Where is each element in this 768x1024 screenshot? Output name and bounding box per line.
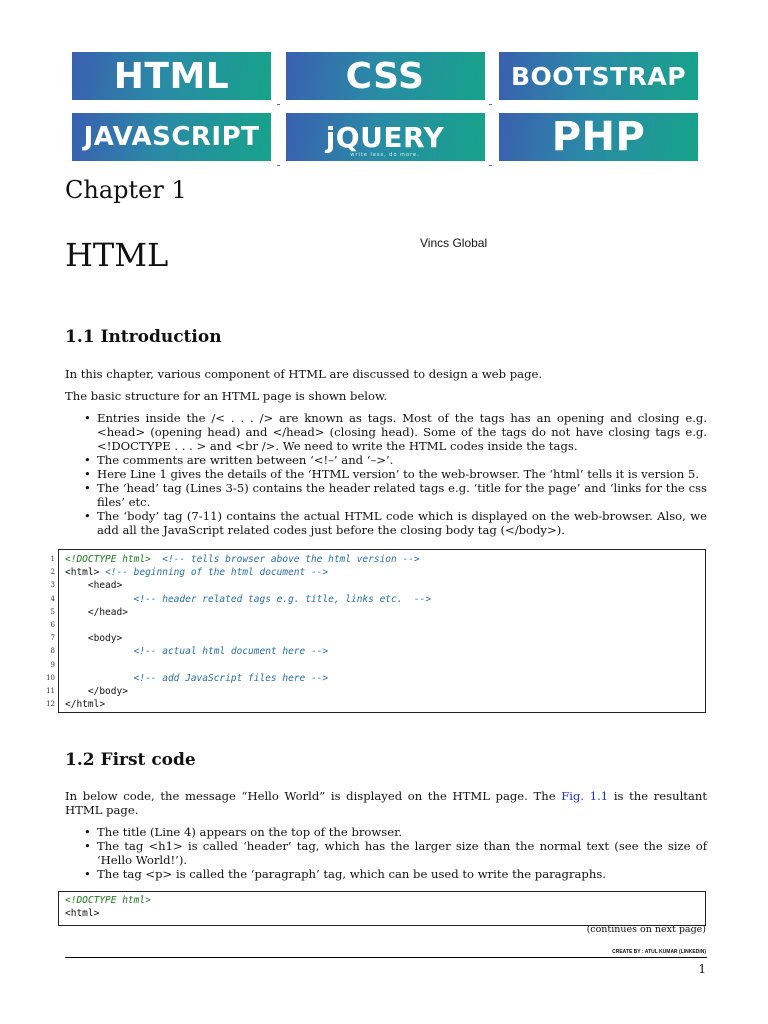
code-comment: <!-- add JavaScript files here --> <box>133 672 329 684</box>
code-text: <html> <box>65 567 106 579</box>
paragraph-text: In below code, the message “Hello World” is displayed on the HTML page. The <box>65 789 562 803</box>
author-name: Vincs Global <box>420 236 488 250</box>
list-item: • The tag <h1> is called ‘header’ tag, which has the larger size than the normal text (see the size of ‘Hello World!’). <box>80 839 707 867</box>
list-item: • The tag <p> is called the ‘paragraph’ tag, which can be used to write the paragraphs. <box>80 867 707 881</box>
code-block-structure <box>46 549 706 713</box>
credit-text: CREATE BY : ATUL KUMAR (LINKEDIN) <box>612 949 706 955</box>
line-number: 8 <box>50 647 55 656</box>
banner-label: CSS <box>345 55 425 97</box>
code-text <box>65 673 134 684</box>
banner-label: HTML <box>113 55 230 97</box>
first-code-paragraph <box>65 789 707 817</box>
code-doctype: <!DOCTYPE html> <box>65 554 151 565</box>
first-code-bullet-list <box>80 825 707 881</box>
code-line <box>50 619 705 632</box>
line-number: 1 <box>50 555 55 563</box>
section-heading-first-code <box>65 750 196 770</box>
line-number: 12 <box>46 700 55 709</box>
code-text: <head> <box>65 580 123 592</box>
banner-separator <box>277 104 280 105</box>
banner-label: PHP <box>551 114 646 160</box>
code-line <box>50 659 705 672</box>
code-line <box>50 593 705 606</box>
code-text: <body> <box>65 633 123 645</box>
list-item: • The ‘body’ tag (7-11) contains the actual HTML code which is displayed on the web-browser. Also, we add all the JavaScript related codes just before the closing body tag (</body>). <box>80 509 707 537</box>
jquery-banner <box>286 113 485 161</box>
code-text: <html> <box>65 908 100 920</box>
chapter-label: Chapter 1 <box>65 176 187 204</box>
banner-label: jQUERY <box>325 120 445 154</box>
line-number: 3 <box>50 581 55 590</box>
list-item: • Here Line 1 gives the details of the ‘HTML version’ to the web-browser. The ‘html’ tells it is version 5. <box>80 467 707 481</box>
code-line <box>50 566 705 579</box>
banner-grid <box>72 52 698 174</box>
line-number: 5 <box>50 607 55 616</box>
heading-text: 1.2 First code <box>65 750 196 770</box>
code-line <box>50 579 705 592</box>
code-comment: <!-- tells browser above the html version --> <box>162 554 420 565</box>
code-line <box>46 698 705 711</box>
list-item: • The ‘head’ tag (Lines 3-5) contains the header related tags e.g. ‘title for the page’ and ‘links for the css files’ etc. <box>80 481 707 509</box>
banner-sublabel: write less, do more. <box>350 152 420 158</box>
code-text: </body> <box>65 685 128 697</box>
bootstrap-banner <box>499 52 698 100</box>
structure-paragraph: The basic structure for an HTML page is shown below. <box>65 389 388 403</box>
code-text: </html> <box>65 699 106 711</box>
code-comment: <!-- header related tags e.g. title, links etc. --> <box>133 593 432 605</box>
banner-label: JAVASCRIPT <box>83 122 260 152</box>
code-line <box>50 553 705 566</box>
code-line <box>65 907 705 920</box>
code-comment: <!-- actual html document here --> <box>133 646 329 658</box>
line-number: 7 <box>50 634 55 643</box>
line-number: 2 <box>50 568 55 577</box>
banner-separator <box>277 165 280 166</box>
line-number: 6 <box>50 620 55 629</box>
code-text <box>65 594 134 605</box>
code-text <box>151 554 162 565</box>
list-item: • The comments are written between ‘<!–’ and ‘–>’. <box>80 453 707 467</box>
banner-label: BOOTSTRAP <box>510 61 687 91</box>
php-banner <box>499 113 698 161</box>
code-comment: <!-- beginning of the html document --> <box>105 567 329 579</box>
line-number: 10 <box>46 673 55 682</box>
line-number: 9 <box>50 660 55 669</box>
line-number: 11 <box>46 686 55 695</box>
code-line <box>50 632 705 645</box>
code-text <box>65 646 134 657</box>
html-banner <box>72 52 271 100</box>
css-banner <box>286 52 485 100</box>
list-item: • The title (Line 4) appears on the top of the browser. <box>80 825 707 839</box>
code-text: </head> <box>65 606 128 618</box>
code-line <box>50 606 705 619</box>
page-number: 1 <box>698 962 706 976</box>
banner-separator <box>489 104 492 105</box>
intro-bullet-list <box>80 411 707 537</box>
section-heading-introduction: 1.1 Introduction <box>65 327 222 347</box>
banner-separator <box>489 165 492 166</box>
code-line <box>46 672 705 685</box>
chapter-title: HTML <box>65 236 169 274</box>
intro-paragraph: In this chapter, various component of HTML are discussed to design a web page. <box>65 367 543 381</box>
footer-rule <box>65 957 707 958</box>
code-block-hello-world <box>58 891 706 926</box>
code-line <box>65 894 705 907</box>
code-line <box>46 685 705 698</box>
line-number: 4 <box>50 594 55 603</box>
javascript-banner <box>72 113 271 161</box>
figure-link[interactable]: Fig. 1.1 <box>561 789 609 803</box>
code-doctype: <!DOCTYPE html> <box>65 895 151 906</box>
list-item: • Entries inside the /< . . . /> are known as tags. Most of the tags has an opening and closing e.g. <head> (opening head) and </head> (closing head). Some of the tags do not have closing tags e.g. <!DOCTYPE . . . > and <br />. We need to write the HTML codes inside the tags. <box>80 411 707 453</box>
paragraph-text: is the resultant HTML page. <box>65 789 707 817</box>
code-line <box>50 645 705 658</box>
continues-note: (continues on next page) <box>586 924 706 935</box>
